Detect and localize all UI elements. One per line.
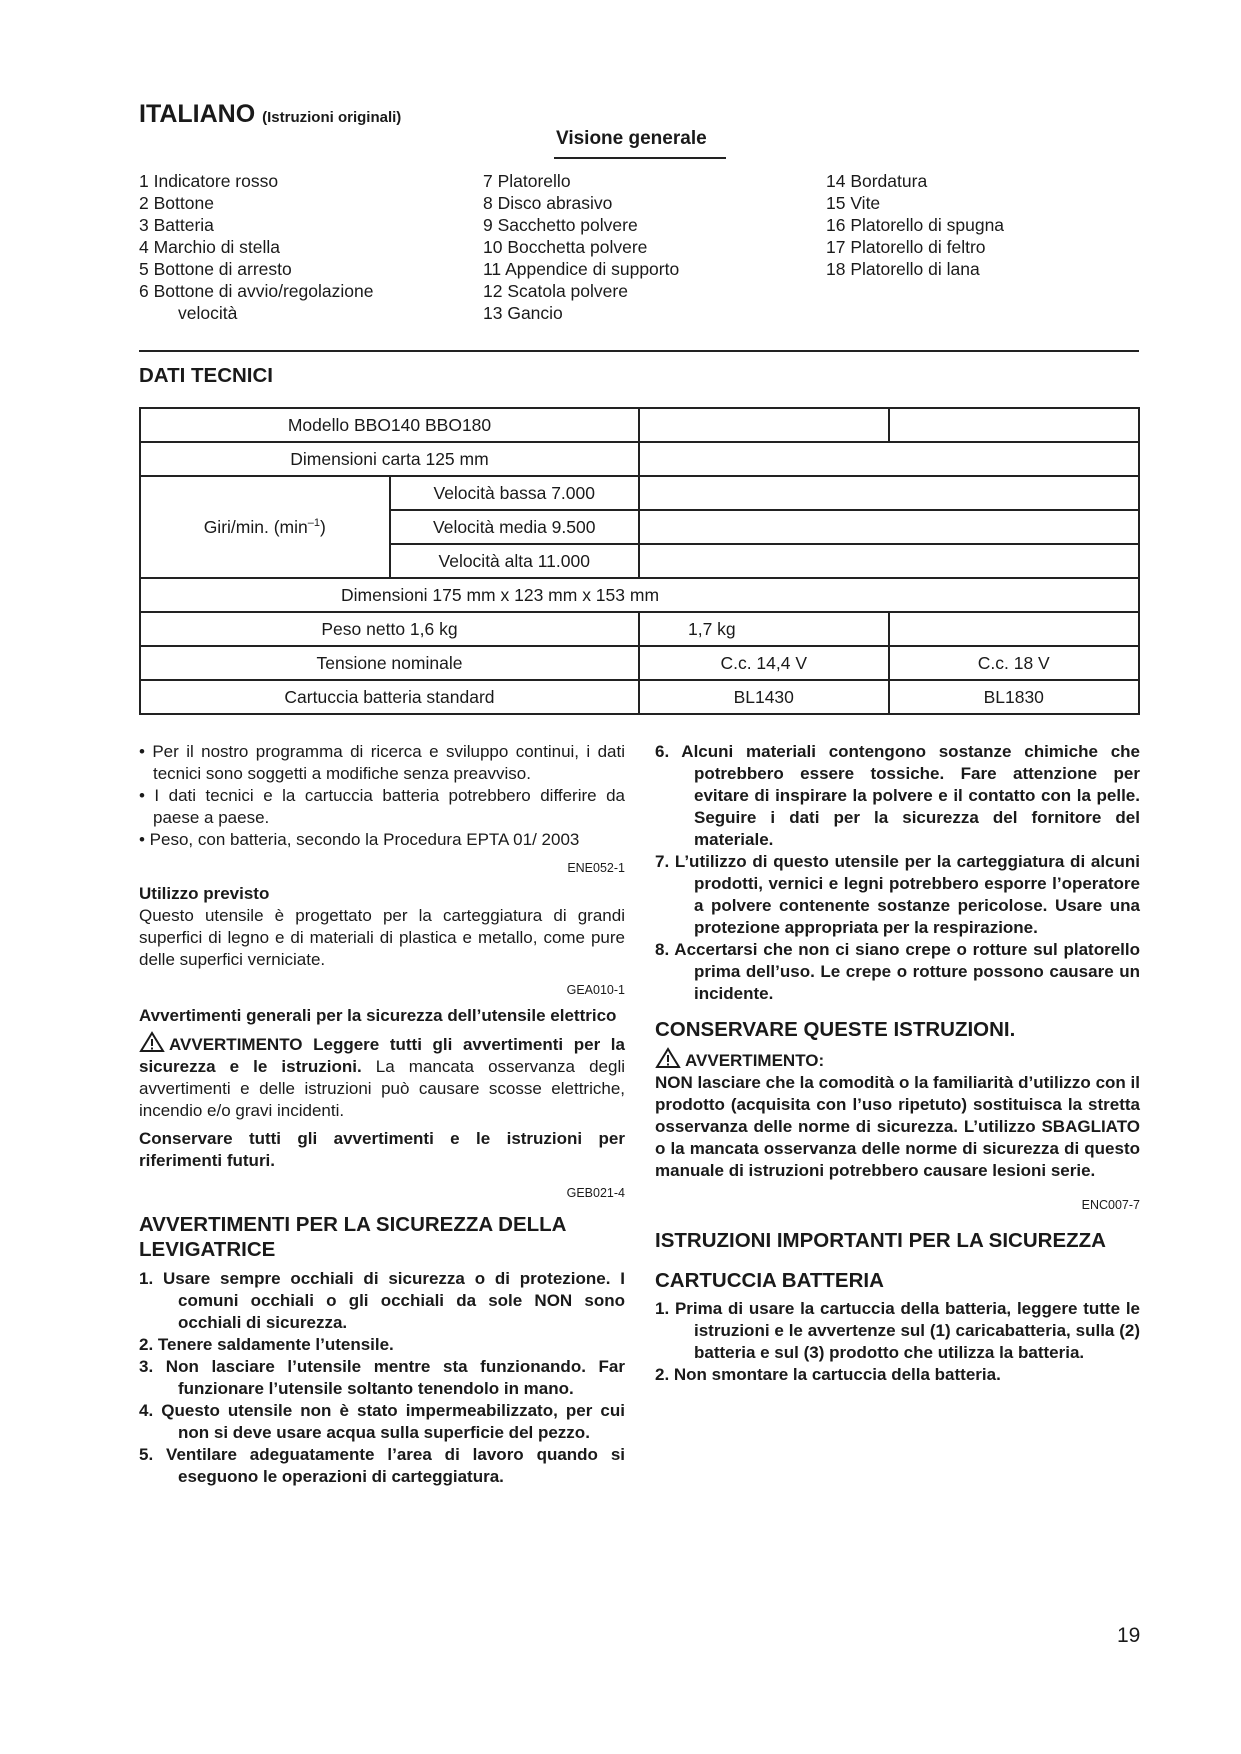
- list-item: 6. Alcuni materiali contengono sostanze chimiche che potrebbero essere tossiche. Fare attenzione per evitare di inspirare la polvere e il contatto con la pelle. Seguire i dati per la sicurezza del fornitore del materiale.: [655, 742, 1140, 849]
- overview-column-3: [826, 170, 1004, 280]
- spec-rpm-label: Giri/min. $(\min^{-1})$: [140, 476, 390, 578]
- overview-item: 15 Vite: [826, 193, 881, 213]
- right-column: [655, 741, 1140, 1386]
- section-divider: [139, 350, 1139, 352]
- spec-cell-empty: [639, 408, 889, 442]
- warning-triangle-icon: [139, 1031, 165, 1053]
- sander-safety-title: AVVERTIMENTI PER LA SICUREZZA DELLA LEVIGATRICE: [139, 1213, 566, 1261]
- use-text: Questo utensile è progettato per la carteggiatura di grandi superfici di legno e di materiali di plastica e metallo, come pure delle superfici verniciate.: [139, 906, 625, 969]
- spec-note: • Per il nostro programma di ricerca e sviluppo continui, i dati tecnici sono soggetti a modifiche senza preavviso.: [139, 742, 625, 783]
- spec-battery-2: BL1830: [889, 680, 1140, 714]
- overview-item: 8 Disco abrasivo: [483, 193, 613, 213]
- sander-safety-list: [139, 1268, 625, 1488]
- warning-triangle-icon: [655, 1047, 681, 1069]
- left-column: [139, 741, 625, 1488]
- list-item: 4. Questo utensile non è stato impermeabilizzato, per cui non si deve usare acqua sulla superficie del pezzo.: [139, 1401, 625, 1442]
- overview-item: 17 Platorello di feltro: [826, 237, 986, 257]
- overview-item: 14 Bordatura: [826, 171, 928, 191]
- overview-item: 9 Sacchetto polvere: [483, 215, 638, 235]
- list-item: 1. Prima di usare la cartuccia della batteria, leggere tutte le istruzioni e le avvertenze sul (1) caricabatteria, sulla (2) batteria e sul (3) prodotto che utilizza la batteria.: [655, 1299, 1140, 1362]
- spec-voltage-label: Tensione nominale: [140, 646, 639, 680]
- warning-label: AVVERTIMENTO:: [655, 1047, 1140, 1072]
- spec-voltage-2: C.c. 18 V: [889, 646, 1140, 680]
- overview-item: 10 Bocchetta polvere: [483, 237, 648, 257]
- spec-voltage-1: C.c. 14,4 V: [639, 646, 889, 680]
- reference-code: ENE052-1: [567, 861, 625, 875]
- sander-safety-list-continued: [655, 741, 1140, 1005]
- overview-item: 13 Gancio: [483, 303, 563, 323]
- table-row: [140, 408, 1139, 442]
- spec-battery-label: Cartuccia batteria standard: [140, 680, 639, 714]
- table-row: [140, 442, 1139, 476]
- list-item: 7. L’utilizzo di questo utensile per la carteggiatura di alcuni prodotti, vernici e legni potrebbero esporre l’operatore a polvere contenente sostanze pericolose. Usare una protezione appropriata per la respirazione.: [655, 852, 1140, 937]
- overview-column-2: [483, 170, 679, 324]
- table-row: [140, 476, 1139, 510]
- spec-model: Modello BBO140 BBO180: [140, 408, 639, 442]
- page-title: ITALIANO (Istruzioni originali): [139, 100, 402, 128]
- overview-item: 6 Bottone di avvio/regolazione: [139, 281, 374, 301]
- list-item: 1. Usare sempre occhiali di sicurezza o di protezione. I comuni occhiali o gli occhiali da sole NON sono occhiali di sicurezza.: [139, 1269, 625, 1332]
- spec-cell-empty: [639, 544, 1139, 578]
- language-note: (Istruzioni originali): [262, 109, 402, 126]
- spec-speed-low: Velocità bassa 7.000: [390, 476, 639, 510]
- overview-item: 4 Marchio di stella: [139, 237, 281, 257]
- spec-paper: Dimensioni carta 125 mm: [140, 442, 639, 476]
- page-number: 19: [1117, 1624, 1141, 1647]
- spec-note: • Peso, con batteria, secondo la Procedura EPTA 01/ 2003: [139, 830, 580, 849]
- spec-dimensions: Dimensioni 175 mm x 123 mm x 153 mm: [140, 578, 1139, 612]
- list-item: 5. Ventilare adeguatamente l’area di lavoro quando si eseguono le operazioni di carteggiatura.: [139, 1445, 625, 1486]
- overview-item: 1 Indicatore rosso: [139, 171, 279, 191]
- overview-item-continuation: velocità: [178, 303, 238, 323]
- specs-table: [139, 407, 1140, 715]
- overview-item: 12 Scatola polvere: [483, 281, 628, 301]
- spec-cell-empty: [639, 476, 1139, 510]
- general-warning-text: AVVERTIMENTO Leggere tutti gli avvertimenti per la sicurezza e le istruzioni. La mancata osservanza degli avvertimenti e delle istruzioni può causare scosse elettriche, incendio e/o gravi incidenti.: [139, 1031, 625, 1122]
- overview-underline: [554, 157, 726, 159]
- overview-item: 2 Bottone: [139, 193, 214, 213]
- overview-item: 7 Platorello: [483, 171, 571, 191]
- battery-list: [655, 1298, 1140, 1386]
- spec-cell-empty: [889, 612, 1140, 646]
- reference-code: GEB021-4: [566, 1186, 625, 1200]
- overview-item: 5 Bottone di arresto: [139, 259, 292, 279]
- keep-warnings-text: Conservare tutti gli avvertimenti e le istruzioni per riferimenti futuri.: [139, 1129, 625, 1170]
- spec-speed-high: Velocità alta 11.000: [390, 544, 639, 578]
- overview-item: 16 Platorello di spugna: [826, 215, 1005, 235]
- overview-item: 11 Appendice di supporto: [483, 259, 680, 279]
- overview-item: 3 Batteria: [139, 215, 214, 235]
- spec-cell-empty: [889, 408, 1140, 442]
- table-row: [140, 612, 1139, 646]
- overview-title: Visione generale: [556, 128, 707, 149]
- specs-heading: DATI TECNICI: [139, 364, 274, 387]
- table-row: [140, 578, 1139, 612]
- spec-battery-1: BL1430: [639, 680, 889, 714]
- reference-code: GEA010-1: [566, 983, 625, 997]
- list-item: 8. Accertarsi che non ci siano crepe o rotture sul platorello prima dell’uso. Le crepe o rotture possono causare un incidente.: [655, 940, 1140, 1003]
- spec-speed-mid: Velocità media 9.500: [390, 510, 639, 544]
- spec-cell-empty: [639, 442, 1139, 476]
- table-row: [140, 680, 1139, 714]
- overview-item: 18 Platorello di lana: [826, 259, 980, 279]
- battery-title: CARTUCCIA BATTERIA: [655, 1269, 884, 1292]
- spec-weight-value: 1,7 kg: [639, 612, 889, 646]
- use-title: Utilizzo previsto: [139, 884, 270, 903]
- spec-cell-empty: [639, 510, 1139, 544]
- overview-column-1: [139, 170, 373, 324]
- warning-text: NON lasciare che la comodità o la familiarità d’utilizzo con il prodotto (acquisita con l’uso ripetuto) sostituisca la stretta osservanza delle norme di sicurezza. L’utilizzo SBAGLIATO o la mancata osservanza delle norme di sicurezza di questo manuale di istruzioni potrebbero causare lesioni serie.: [655, 1073, 1140, 1180]
- list-item: 2. Tenere saldamente l’utensile.: [139, 1335, 394, 1354]
- reference-code: ENC007-7: [1081, 1198, 1140, 1212]
- spec-note: • I dati tecnici e la cartuccia batteria potrebbero differire da paese a paese.: [139, 786, 625, 827]
- important-safety-title: ISTRUZIONI IMPORTANTI PER LA SICUREZZA: [655, 1229, 1106, 1252]
- keep-instructions-title: CONSERVARE QUESTE ISTRUZIONI.: [655, 1018, 1016, 1041]
- spec-weight-label: Peso netto 1,6 kg: [140, 612, 639, 646]
- list-item: 3. Non lasciare l’utensile mentre sta funzionando. Far funzionare l’utensile soltanto tenendolo in mano.: [139, 1357, 625, 1398]
- list-item: 2. Non smontare la cartuccia della batteria.: [655, 1365, 1001, 1384]
- general-warning-title: Avvertimenti generali per la sicurezza dell’utensile elettrico: [139, 1006, 617, 1025]
- table-row: [140, 646, 1139, 680]
